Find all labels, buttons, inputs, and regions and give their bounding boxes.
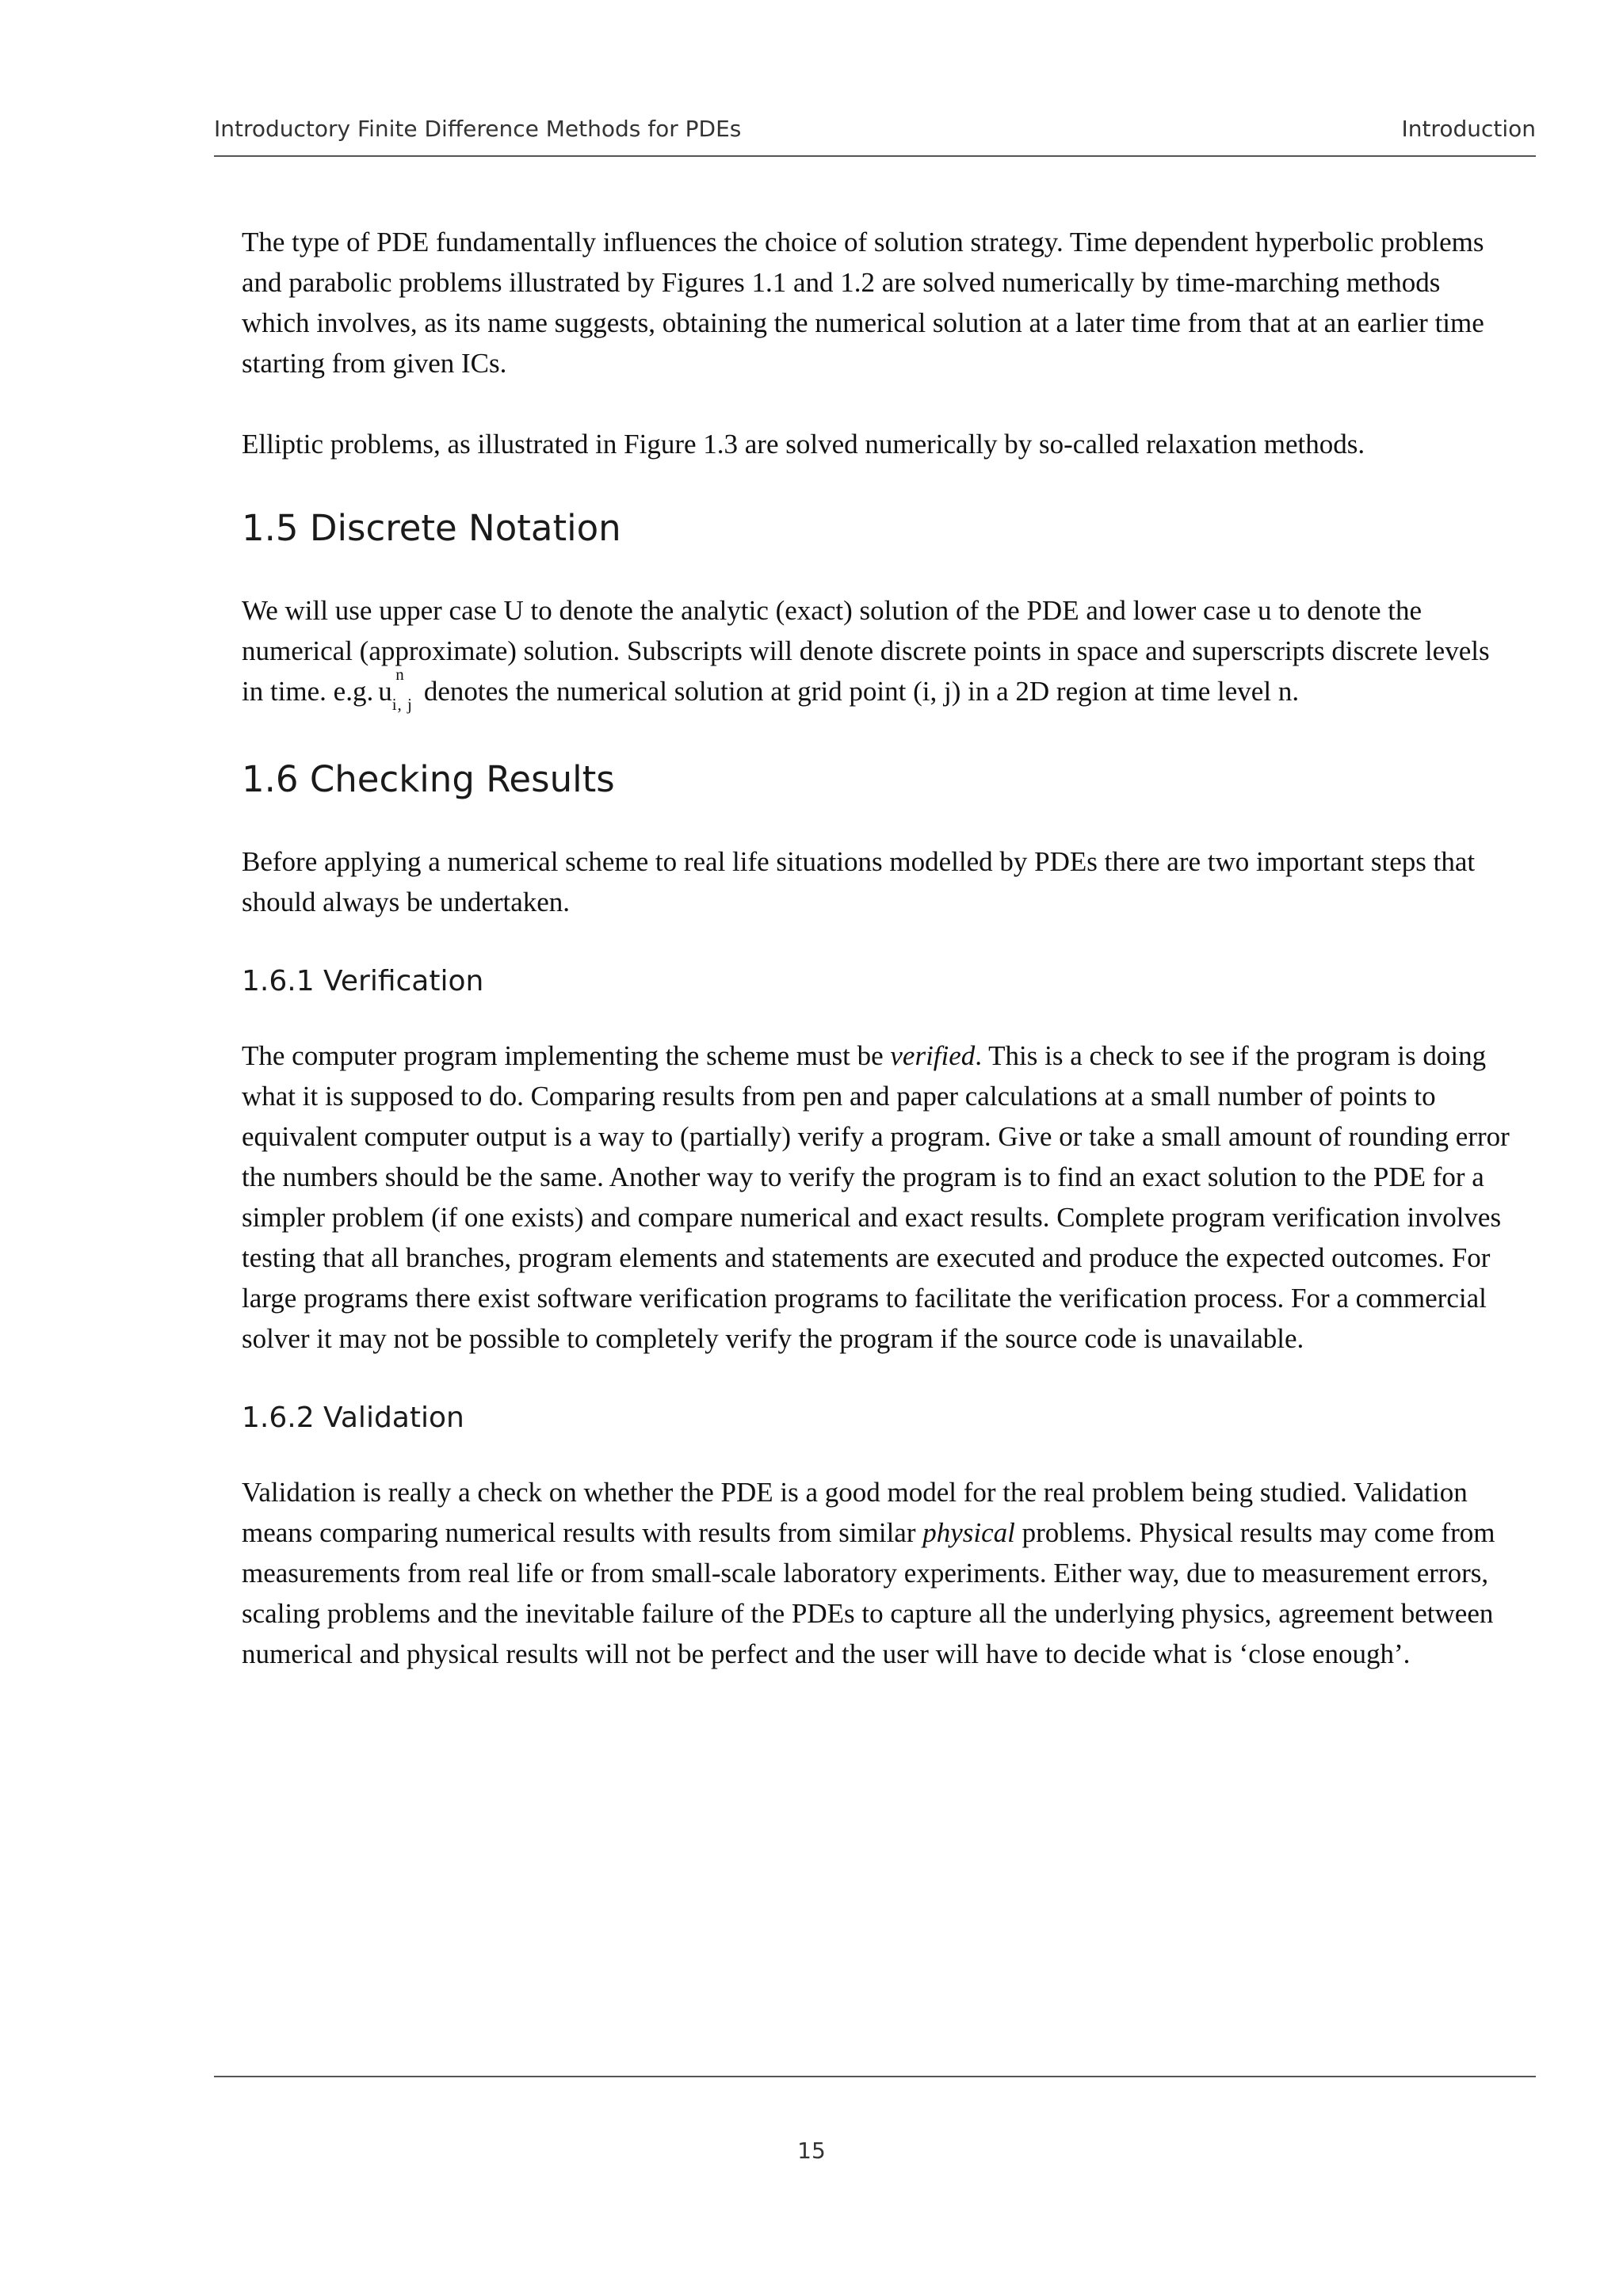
page-header	[214, 111, 1536, 157]
math-u-n-ij	[378, 665, 413, 715]
header-chapter-title: Introduction	[1401, 116, 1536, 142]
math-superscript: n	[395, 665, 404, 684]
heading-discrete-notation: 1.5 Discrete Notation	[242, 507, 621, 549]
heading-validation: 1.6.2 Validation	[242, 1402, 464, 1434]
math-base: u	[378, 676, 392, 707]
math-subscript: i, j	[391, 695, 413, 714]
verification-text-2: . This is a check to see if the program is doing what it is supposed to do. Comparing results from pen and paper calculations at a small number of points to equivalent computer output is a way to (partially) verify a program. Give or take a small amount of rounding error the numbers should be the same. Another way to verify the program is to find an exact solution to the PDE for a simpler problem (if one exists) and compare numerical and exact results. Complete program verification involves testing that all branches, program elements and statements are executed and produce the expected outcomes. For large programs there exist software verification programs to facilitate the verification process. For a commercial solver it may not be possible to completely verify the program if the source code is unavailable.	[242, 1040, 1510, 1354]
footer-divider	[214, 2076, 1536, 2077]
paragraph-validation	[242, 1472, 1510, 1674]
notation-text-after: denotes the numerical solution at grid point (i, j) in a 2D region at time level n.	[423, 676, 1300, 707]
paragraph-verification	[242, 1035, 1510, 1359]
paragraph-elliptic: Elliptic problems, as illustrated in Figure 1.3 are solved numerically by so-called relaxation methods.	[242, 429, 1365, 460]
validation-emphasis: physical	[922, 1517, 1015, 1548]
page-body	[242, 222, 1510, 1714]
heading-checking-results: 1.6 Checking Results	[242, 758, 615, 800]
header-book-title: Introductory Finite Difference Methods for PDEs	[214, 116, 742, 142]
heading-verification: 1.6.1 Verification	[242, 965, 484, 997]
page-number: 15	[797, 2138, 826, 2164]
validation-text-2: problems. Physical results may come from measurements from real life or from small-scale laboratory experiments. Either way, due to measurement errors, scaling problems and the inevitable failure of the PDEs to capture all the underlying physics, agreement between numerical and physical results will not be perfect and the user will have to decide what is ‘close enough’.	[242, 1517, 1495, 1669]
verification-emphasis: verified	[890, 1040, 976, 1071]
paragraph-checking-intro: Before applying a numerical scheme to real life situations modelled by PDEs there are two important steps that should always be undertaken.	[242, 846, 1476, 917]
paragraph-discrete-notation	[242, 590, 1510, 715]
notation-text-before: We will use upper case U to denote the analytic (exact) solution of the PDE and lower case u to denote the numerical (approximate) solution. Subscripts will denote discrete points in space and superscripts discrete levels in time. e.g.	[242, 595, 1490, 707]
paragraph-pde-type: The type of PDE fundamentally influences the choice of solution strategy. Time dependent hyperbolic problems and parabolic problems illustrated by Figures 1.1 and 1.2 are solved numerically by time-marching methods which involves, as its name suggests, obtaining the numerical solution at a later time from that at an earlier time starting from given ICs.	[242, 227, 1484, 379]
validation-text-1: Validation is really a check on whether the PDE is a good model for the real problem being studied. Validation means comparing numerical results with results from similar	[242, 1477, 1468, 1548]
verification-text-1: The computer program implementing the scheme must be	[242, 1040, 891, 1071]
